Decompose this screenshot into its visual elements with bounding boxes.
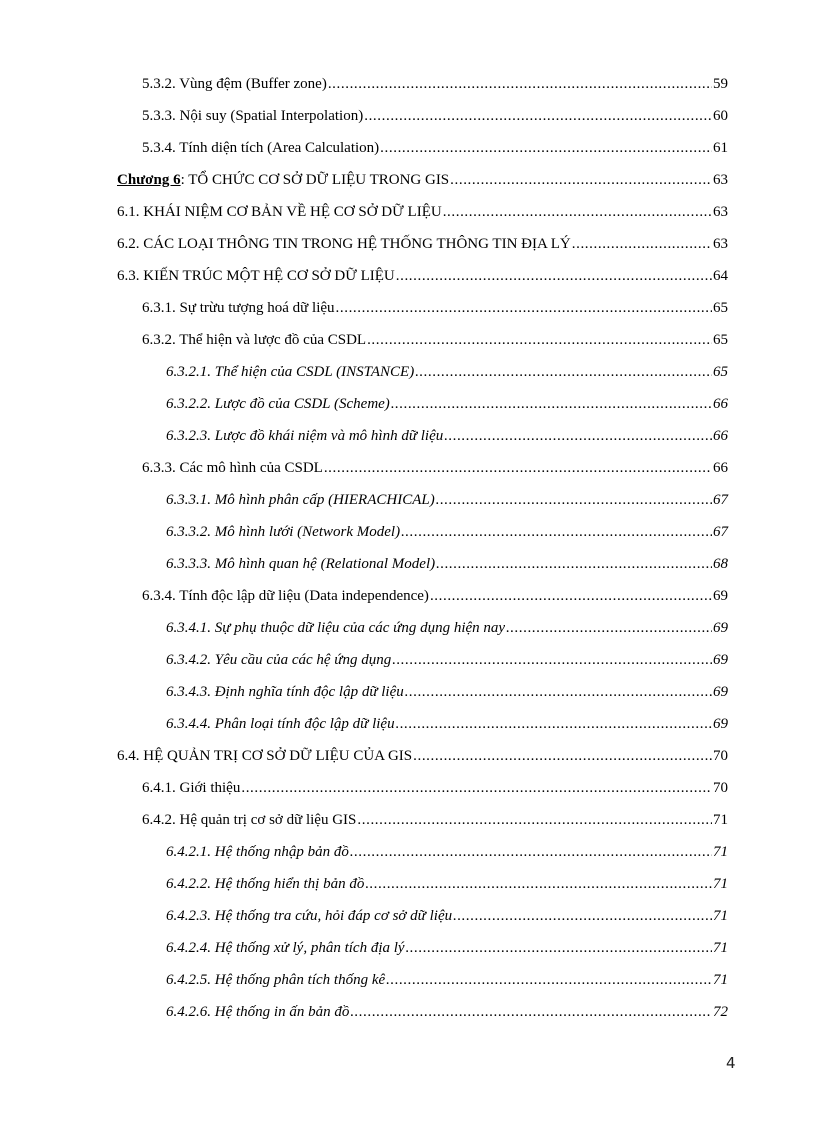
toc-entry[interactable]	[166, 712, 728, 736]
toc-entry-page: 71	[713, 972, 728, 988]
toc-entry-title: 6.3.3.3. Mô hình quan hệ (Relational Model)	[166, 556, 436, 572]
toc-entry[interactable]	[166, 840, 728, 864]
toc-entry[interactable]	[166, 552, 728, 576]
toc-entry-title: 6.3.2.2. Lược đồ của CSDL (Scheme)	[166, 396, 390, 412]
toc-leader	[436, 552, 712, 576]
toc-entry-title: 6.3.3. Các mô hình của CSDL	[142, 460, 323, 476]
toc-leader	[453, 904, 712, 928]
toc-entry-title: 6.4.2.5. Hệ thống phân tích thống kê	[166, 972, 386, 988]
toc-entry-page: 71	[713, 876, 728, 892]
toc-entry[interactable]	[117, 744, 728, 768]
toc-entry-page: 70	[713, 748, 728, 764]
toc-entry-title: 6.4.2. Hệ quản trị cơ sở dữ liệu GIS	[142, 812, 357, 828]
toc-leader	[241, 776, 712, 800]
toc-entry-title: 6.4.2.3. Hệ thống tra cứu, hỏi đáp cơ sở dữ liệu	[166, 908, 453, 924]
toc-entry-title: 6.4. HỆ QUẢN TRỊ CƠ SỞ DỮ LIỆU CỦA GIS	[117, 748, 413, 764]
toc-entry[interactable]	[117, 232, 728, 256]
toc-entry-page: 69	[713, 716, 728, 732]
toc-entry[interactable]	[142, 584, 728, 608]
toc-entry[interactable]	[117, 200, 728, 224]
toc-entry-page: 72	[713, 1004, 728, 1020]
toc-leader	[380, 136, 712, 160]
toc-entry[interactable]	[166, 360, 728, 384]
toc-entry-title: 6.1. KHÁI NIỆM CƠ BẢN VỀ HỆ CƠ SỞ DỮ LIỆU	[117, 204, 442, 220]
chapter-label: Chương 6	[117, 172, 181, 188]
toc-entry-title: 6.4.2.4. Hệ thống xử lý, phân tích địa lý	[166, 940, 405, 956]
toc-entry-title: 6.3.4. Tính độc lập dữ liệu (Data independence)	[142, 588, 429, 604]
toc-entry-title: 6.3.4.2. Yêu cầu của các hệ ứng dụng	[166, 652, 392, 668]
toc-entry-title	[117, 168, 449, 192]
toc-leader	[392, 648, 712, 672]
toc-entry-page: 67	[713, 524, 728, 540]
toc-entry-title: 6.4.2.1. Hệ thống nhập bản đồ	[166, 844, 349, 860]
toc-entry-page: 66	[713, 460, 728, 476]
toc-entry-page: 71	[713, 940, 728, 956]
toc-entry-title: 6.3.4.3. Định nghĩa tính độc lập dữ liệu	[166, 684, 404, 700]
toc-entry-title: 6.2. CÁC LOẠI THÔNG TIN TRONG HỆ THỐNG THÔNG TIN ĐỊA LÝ	[117, 236, 571, 252]
toc-entry-page: 69	[713, 684, 728, 700]
toc-leader	[415, 360, 712, 384]
toc-entry-page: 64	[713, 268, 728, 284]
page-number: 4	[726, 1054, 736, 1072]
toc-leader	[367, 328, 712, 352]
toc-leader	[365, 872, 712, 896]
toc-entry-page: 66	[713, 396, 728, 412]
toc-entry-page: 71	[713, 908, 728, 924]
toc-entry-title: 6.3.2.1. Thể hiện của CSDL (INSTANCE)	[166, 364, 415, 380]
toc-entry-title: 6.4.2.6. Hệ thống in ấn bản đồ	[166, 1004, 350, 1020]
toc-leader	[396, 264, 712, 288]
toc-leader	[572, 232, 712, 256]
toc-entry[interactable]	[166, 1000, 728, 1024]
toc-entry[interactable]	[166, 904, 728, 928]
toc-entry[interactable]	[142, 328, 728, 352]
toc-entry-title: 6.3.1. Sự trừu tượng hoá dữ liệu	[142, 300, 335, 316]
toc-entry-page: 69	[713, 620, 728, 636]
toc-leader	[336, 296, 712, 320]
toc-entry[interactable]	[166, 392, 728, 416]
toc-entry-page: 66	[713, 428, 728, 444]
toc-leader	[324, 456, 712, 480]
toc-entry[interactable]	[142, 104, 728, 128]
toc-entry-page: 65	[713, 364, 728, 380]
toc-entry-title: 5.3.3. Nội suy (Spatial Interpolation)	[142, 108, 364, 124]
toc-entry-page: 65	[713, 332, 728, 348]
toc-entry[interactable]	[142, 776, 728, 800]
toc-entry-page: 70	[713, 780, 728, 796]
toc-entry-title: 6.3.3.1. Mô hình phân cấp (HIERACHICAL)	[166, 492, 435, 508]
toc-entry[interactable]	[142, 72, 728, 96]
toc-entry-title: 6.3.4.4. Phân loại tính độc lập dữ liệu	[166, 716, 395, 732]
toc-entry[interactable]	[166, 616, 728, 640]
toc-leader	[413, 744, 712, 768]
toc-entry-page: 71	[713, 812, 728, 828]
toc-leader	[430, 584, 712, 608]
toc-leader	[350, 1000, 712, 1024]
toc-entry-chapter[interactable]	[117, 168, 728, 192]
toc-entry-page: 65	[713, 300, 728, 316]
toc-leader	[401, 520, 712, 544]
toc-leader	[444, 424, 712, 448]
toc-leader	[350, 840, 712, 864]
toc-entry[interactable]	[142, 456, 728, 480]
toc-entry-page: 69	[713, 588, 728, 604]
toc-entry-title: 6.3.3.2. Mô hình lưới (Network Model)	[166, 524, 401, 540]
toc-entry-title: 6.4.1. Giới thiệu	[142, 780, 241, 796]
toc-entry-page: 59	[713, 76, 728, 92]
toc-leader	[328, 72, 712, 96]
toc-entry-title: 6.3.2. Thể hiện và lược đồ của CSDL	[142, 332, 367, 348]
toc-entry[interactable]	[166, 680, 728, 704]
toc-entry[interactable]	[166, 648, 728, 672]
toc-leader	[406, 936, 712, 960]
toc-leader	[386, 968, 712, 992]
toc-entry[interactable]	[166, 936, 728, 960]
toc-entry[interactable]	[142, 296, 728, 320]
toc-entry[interactable]	[142, 808, 728, 832]
toc-leader	[436, 488, 712, 512]
toc-entry[interactable]	[166, 424, 728, 448]
toc-entry-page: 69	[713, 652, 728, 668]
toc-leader	[450, 168, 712, 192]
toc-entry[interactable]	[166, 968, 728, 992]
toc-leader	[364, 104, 712, 128]
toc-entry-page: 60	[713, 108, 728, 124]
toc-entry[interactable]	[142, 136, 728, 160]
toc-entry[interactable]	[166, 872, 728, 896]
toc-entry-title: 5.3.4. Tính diện tích (Area Calculation)	[142, 140, 380, 156]
toc-entry-page: 68	[713, 556, 728, 572]
toc-leader	[357, 808, 712, 832]
toc-entry-page: 71	[713, 844, 728, 860]
toc-entry-page: 63	[713, 172, 728, 188]
toc-entry-page: 63	[713, 236, 728, 252]
toc-entry[interactable]	[166, 488, 728, 512]
toc-entry-title: 5.3.2. Vùng đệm (Buffer zone)	[142, 76, 327, 92]
toc-entry-page: 61	[713, 140, 728, 156]
toc-entry[interactable]	[166, 520, 728, 544]
toc-entry-title: 6.3.2.3. Lược đồ khái niệm và mô hình dữ liệu	[166, 428, 444, 444]
toc-entry[interactable]	[117, 264, 728, 288]
toc-entry-page: 67	[713, 492, 728, 508]
toc-leader	[391, 392, 712, 416]
toc-leader	[396, 712, 712, 736]
chapter-title: : TỔ CHỨC CƠ SỞ DỮ LIỆU TRONG GIS	[180, 172, 450, 188]
toc-leader	[506, 616, 712, 640]
toc-leader	[405, 680, 712, 704]
toc-leader	[443, 200, 712, 224]
toc-entry-page: 63	[713, 204, 728, 220]
toc-entry-title: 6.3. KIẾN TRÚC MỘT HỆ CƠ SỞ DỮ LIỆU	[117, 268, 395, 284]
toc-entry-title: 6.3.4.1. Sự phụ thuộc dữ liệu của các ứng dụng hiện nay	[166, 620, 506, 636]
toc-entry-title: 6.4.2.2. Hệ thống hiển thị bản đồ	[166, 876, 365, 892]
